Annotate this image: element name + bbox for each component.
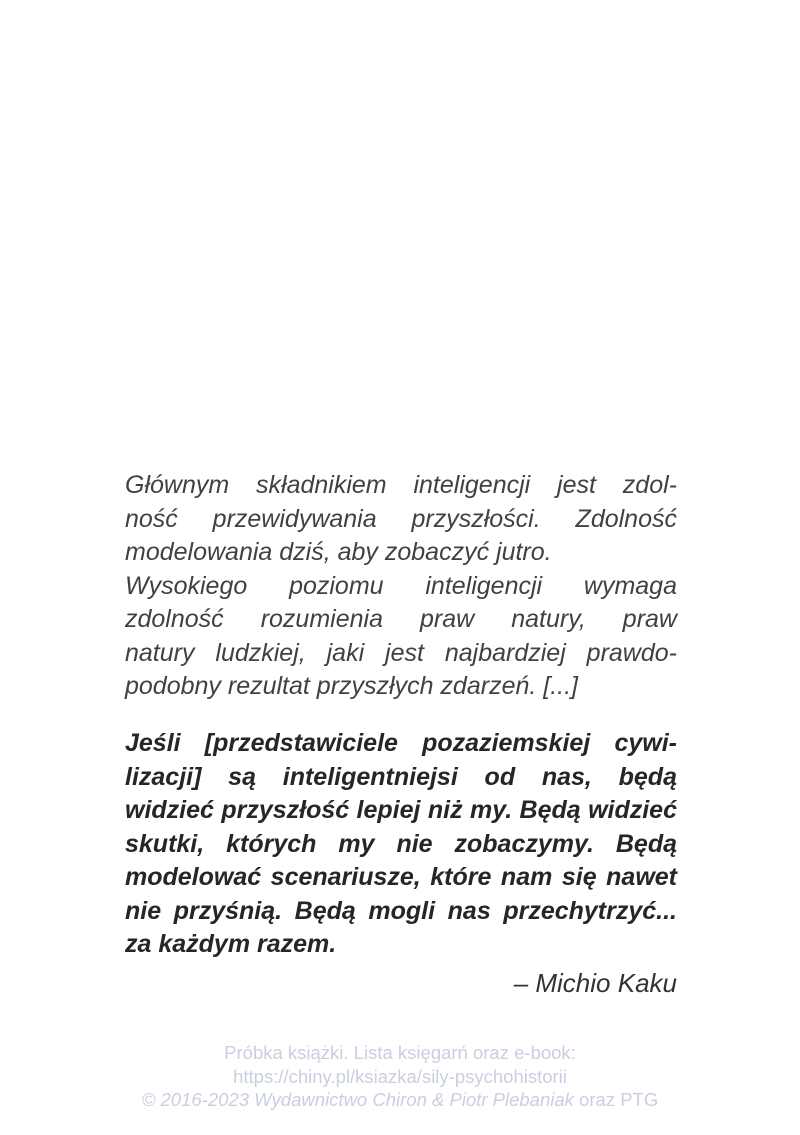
quote-line: nie przyśnią. Będą mogli nas przechytrzyć...	[125, 896, 677, 925]
quote-line: modelowania dziś, aby zobaczyć jutro.	[125, 538, 552, 566]
quote-line: skutki, których my nie zobaczymy. Będą	[125, 829, 677, 858]
quote-line: modelować scenariusze, które nam się nawet	[125, 863, 677, 891]
footer-copyright-suffix: oraz PTG	[573, 1089, 659, 1110]
quote-line: Jeśli [przedstawiciele pozaziemskiej cywi-	[125, 729, 677, 757]
footer-sample-note: Próbka książki. Lista księgarń oraz e-book:	[224, 1042, 576, 1063]
footer-copyright-publisher: © 2016-2023 Wydawnictwo Chiron & Piotr Plebaniak	[141, 1089, 574, 1110]
quote-line: natury ludzkiej, jaki jest najbardziej prawdo-	[125, 638, 677, 667]
quote-line: ność przewidywania przyszłości. Zdolność	[125, 504, 677, 533]
footer-url[interactable]: https://chiny.pl/ksiazka/sily-psychohistorii	[233, 1065, 567, 1087]
quote-2	[125, 727, 677, 962]
page-footer	[0, 1041, 800, 1112]
footer-copyright	[0, 1088, 800, 1112]
quote-attribution: – Michio Kaku	[513, 968, 677, 998]
quote-1	[125, 469, 677, 704]
quote-line: lizacji] są inteligentniejsi od nas, będą	[125, 762, 677, 791]
quote-line: Wysokiego poziomu inteligencji wymaga	[125, 571, 677, 600]
quote-line: za każdym razem.	[125, 930, 337, 958]
quote-line: podobny rezultat przyszłych zdarzeń. [...]	[125, 672, 578, 700]
quote-line: widzieć przyszłość lepiej niż my. Będą widzieć	[125, 796, 677, 824]
quote-line: Głównym składnikiem inteligencji jest zdol-	[125, 471, 677, 499]
quote-line: zdolność rozumienia praw natury, praw	[125, 605, 677, 633]
